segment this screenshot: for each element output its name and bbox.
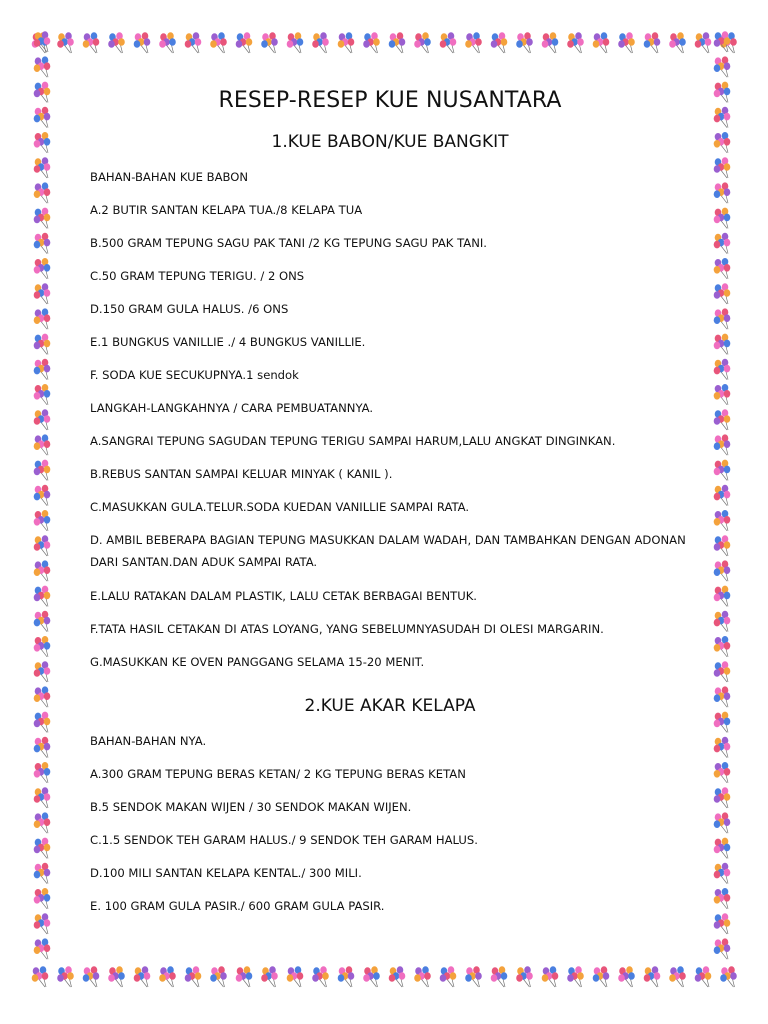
ingredient-line: A.2 BUTIR SANTAN KELAPA TUA./8 KELAPA TUA — [90, 203, 363, 217]
ingredient-line: B.500 GRAM TEPUNG SAGU PAK TANI /2 KG TEPUNG SAGU PAK TANI. — [90, 236, 487, 250]
balloon-cluster-icon — [34, 460, 51, 481]
ingredient-line: C.50 GRAM TEPUNG TERIGU. / 2 ONS — [90, 269, 305, 283]
balloon-cluster-icon — [287, 32, 304, 53]
balloon-cluster-icon — [261, 32, 278, 53]
balloon-cluster-icon — [644, 32, 661, 53]
balloon-cluster-icon — [491, 966, 508, 987]
balloon-cluster-icon — [312, 966, 329, 987]
balloon-cluster-icon — [210, 32, 227, 53]
balloon-cluster-icon — [34, 712, 51, 733]
balloon-border-icon — [708, 30, 738, 970]
border-bottom — [28, 962, 740, 992]
balloon-cluster-icon — [714, 208, 731, 229]
balloon-cluster-icon — [34, 56, 51, 77]
balloon-cluster-icon — [714, 611, 731, 632]
balloon-cluster-icon — [567, 966, 584, 987]
balloon-cluster-icon — [714, 359, 731, 380]
ingredient-line: D.100 MILI SANTAN KELAPA KENTAL./ 300 MILI. — [90, 866, 362, 880]
balloon-cluster-icon — [593, 966, 610, 987]
balloon-cluster-icon — [34, 132, 51, 153]
balloon-cluster-icon — [389, 32, 406, 53]
balloon-cluster-icon — [714, 233, 731, 254]
balloon-cluster-icon — [669, 32, 686, 53]
balloon-cluster-icon — [714, 938, 731, 959]
balloon-cluster-icon — [34, 157, 51, 178]
balloon-cluster-icon — [34, 938, 51, 959]
balloon-cluster-icon — [338, 32, 355, 53]
ingredient-line: F. SODA KUE SECUKUPNYA.1 sendok — [90, 368, 299, 382]
step-line: E.LALU RATAKAN DALAM PLASTIK, LALU CETAK BERBAGAI BENTUK. — [90, 589, 477, 603]
balloon-cluster-icon — [34, 586, 51, 607]
balloon-cluster-icon — [34, 359, 51, 380]
balloon-cluster-icon — [34, 233, 51, 254]
step-line: F.TATA HASIL CETAKAN DI ATAS LOYANG, YANG SEBELUMNYASUDAH DI OLESI MARGARIN. — [90, 622, 604, 636]
balloon-cluster-icon — [491, 32, 508, 53]
ingredient-line: B.5 SENDOK MAKAN WIJEN / 30 SENDOK MAKAN WIJEN. — [90, 800, 412, 814]
balloon-cluster-icon — [312, 32, 329, 53]
balloon-cluster-icon — [714, 636, 731, 657]
balloon-cluster-icon — [34, 737, 51, 758]
balloon-cluster-icon — [34, 686, 51, 707]
balloon-cluster-icon — [618, 32, 635, 53]
section-heading: 1.KUE BABON/KUE BANGKIT — [271, 132, 509, 152]
step-line: G.MASUKKAN KE OVEN PANGGANG SELAMA 15-20 MENIT. — [90, 655, 425, 669]
balloon-cluster-icon — [714, 31, 731, 52]
balloon-cluster-icon — [714, 762, 731, 783]
step-line: A.SANGRAI TEPUNG SAGUDAN TEPUNG TERIGU SAMPAI HARUM,LALU ANGKAT DINGINKAN. — [90, 434, 616, 448]
balloon-cluster-icon — [465, 32, 482, 53]
balloon-cluster-icon — [644, 966, 661, 987]
ingredient-line: E.1 BUNGKUS VANILLIE ./ 4 BUNGKUS VANILLIE. — [90, 335, 366, 349]
balloon-cluster-icon — [83, 966, 100, 987]
balloon-cluster-icon — [714, 107, 731, 128]
balloon-cluster-icon — [34, 812, 51, 833]
balloon-cluster-icon — [714, 686, 731, 707]
balloon-cluster-icon — [34, 334, 51, 355]
page-title: RESEP-RESEP KUE NUSANTARA — [218, 88, 562, 113]
section-heading: 2.KUE AKAR KELAPA — [304, 696, 476, 716]
balloon-cluster-icon — [669, 966, 686, 987]
balloon-cluster-icon — [34, 535, 51, 556]
balloon-cluster-icon — [34, 31, 51, 52]
balloon-cluster-icon — [34, 182, 51, 203]
balloon-cluster-icon — [440, 32, 457, 53]
balloon-cluster-icon — [34, 283, 51, 304]
balloon-cluster-icon — [159, 32, 176, 53]
balloon-cluster-icon — [714, 384, 731, 405]
ingredient-heading: BAHAN-BAHAN KUE BABON — [90, 170, 249, 184]
balloon-cluster-icon — [34, 863, 51, 884]
balloon-cluster-icon — [83, 32, 100, 53]
balloon-cluster-icon — [714, 863, 731, 884]
balloon-cluster-icon — [440, 966, 457, 987]
balloon-cluster-icon — [34, 787, 51, 808]
step-line: B.REBUS SANTAN SAMPAI KELUAR MINYAK ( KANIL ). — [90, 467, 393, 481]
balloon-cluster-icon — [34, 913, 51, 934]
balloon-cluster-icon — [34, 384, 51, 405]
balloon-cluster-icon — [714, 838, 731, 859]
balloon-cluster-icon — [714, 334, 731, 355]
balloon-cluster-icon — [34, 409, 51, 430]
step-line: C.MASUKKAN GULA.TELUR.SODA KUEDAN VANILLIE SAMPAI RATA. — [90, 500, 470, 514]
balloon-cluster-icon — [363, 32, 380, 53]
document-body — [90, 88, 690, 928]
balloon-cluster-icon — [714, 712, 731, 733]
balloon-cluster-icon — [34, 636, 51, 657]
balloon-cluster-icon — [414, 32, 431, 53]
balloon-cluster-icon — [714, 56, 731, 77]
balloon-cluster-icon — [34, 838, 51, 859]
balloon-cluster-icon — [714, 737, 731, 758]
balloon-cluster-icon — [714, 560, 731, 581]
balloon-cluster-icon — [714, 787, 731, 808]
ingredient-line: E. 100 GRAM GULA PASIR./ 600 GRAM GULA PASIR. — [90, 899, 385, 913]
step-line: D. AMBIL BEBERAPA BAGIAN TEPUNG MASUKKAN DALAM WADAH, DAN TAMBAHKAN DENGAN ADONAN DARI SANTAN.DAN ADUK SAMPAI RATA. — [90, 533, 686, 569]
ingredient-line: A.300 GRAM TEPUNG BERAS KETAN/ 2 KG TEPUNG BERAS KETAN — [90, 767, 466, 781]
balloon-cluster-icon — [34, 888, 51, 909]
balloon-cluster-icon — [516, 966, 533, 987]
balloon-border-icon — [28, 962, 740, 992]
balloon-cluster-icon — [618, 966, 635, 987]
balloon-cluster-icon — [714, 82, 731, 103]
balloon-border-icon — [28, 28, 740, 58]
balloon-cluster-icon — [57, 966, 74, 987]
balloon-cluster-icon — [542, 32, 559, 53]
balloon-cluster-icon — [34, 661, 51, 682]
balloon-cluster-icon — [714, 586, 731, 607]
balloon-cluster-icon — [134, 966, 151, 987]
balloon-cluster-icon — [34, 510, 51, 531]
balloon-cluster-icon — [185, 32, 202, 53]
balloon-cluster-icon — [714, 460, 731, 481]
balloon-cluster-icon — [210, 966, 227, 987]
balloon-cluster-icon — [34, 82, 51, 103]
balloon-cluster-icon — [714, 661, 731, 682]
balloon-cluster-icon — [34, 611, 51, 632]
border-left — [28, 30, 58, 970]
balloon-cluster-icon — [593, 32, 610, 53]
balloon-cluster-icon — [236, 966, 253, 987]
balloon-cluster-icon — [714, 510, 731, 531]
balloon-cluster-icon — [338, 966, 355, 987]
balloon-cluster-icon — [34, 308, 51, 329]
balloon-cluster-icon — [465, 966, 482, 987]
balloon-cluster-icon — [108, 966, 125, 987]
balloon-cluster-icon — [714, 308, 731, 329]
balloon-cluster-icon — [389, 966, 406, 987]
balloon-cluster-icon — [414, 966, 431, 987]
balloon-cluster-icon — [34, 485, 51, 506]
border-right — [708, 30, 738, 970]
balloon-cluster-icon — [714, 812, 731, 833]
balloon-cluster-icon — [34, 208, 51, 229]
balloon-cluster-icon — [134, 32, 151, 53]
balloon-cluster-icon — [714, 913, 731, 934]
balloon-cluster-icon — [261, 966, 278, 987]
steps-heading: LANGKAH-LANGKAHNYA / CARA PEMBUATANNYA. — [90, 401, 374, 415]
balloon-cluster-icon — [108, 32, 125, 53]
balloon-cluster-icon — [34, 107, 51, 128]
balloon-cluster-icon — [542, 966, 559, 987]
balloon-cluster-icon — [57, 32, 74, 53]
balloon-cluster-icon — [714, 409, 731, 430]
balloon-cluster-icon — [714, 485, 731, 506]
ingredient-line: C.1.5 SENDOK TEH GARAM HALUS./ 9 SENDOK TEH GARAM HALUS. — [90, 833, 478, 847]
balloon-cluster-icon — [714, 283, 731, 304]
balloon-cluster-icon — [714, 535, 731, 556]
balloon-cluster-icon — [516, 32, 533, 53]
balloon-cluster-icon — [34, 434, 51, 455]
balloon-cluster-icon — [714, 132, 731, 153]
balloon-cluster-icon — [185, 966, 202, 987]
balloon-cluster-icon — [567, 32, 584, 53]
balloon-cluster-icon — [714, 888, 731, 909]
ingredient-heading: BAHAN-BAHAN NYA. — [90, 734, 207, 748]
balloon-cluster-icon — [363, 966, 380, 987]
balloon-cluster-icon — [714, 434, 731, 455]
border-top — [28, 28, 740, 58]
balloon-cluster-icon — [714, 258, 731, 279]
balloon-cluster-icon — [287, 966, 304, 987]
balloon-cluster-icon — [34, 762, 51, 783]
balloon-cluster-icon — [34, 258, 51, 279]
balloon-cluster-icon — [159, 966, 176, 987]
balloon-cluster-icon — [236, 32, 253, 53]
balloon-border-icon — [28, 30, 58, 970]
balloon-cluster-icon — [714, 157, 731, 178]
ingredient-line: D.150 GRAM GULA HALUS. /6 ONS — [90, 302, 289, 316]
balloon-cluster-icon — [34, 560, 51, 581]
balloon-cluster-icon — [714, 182, 731, 203]
